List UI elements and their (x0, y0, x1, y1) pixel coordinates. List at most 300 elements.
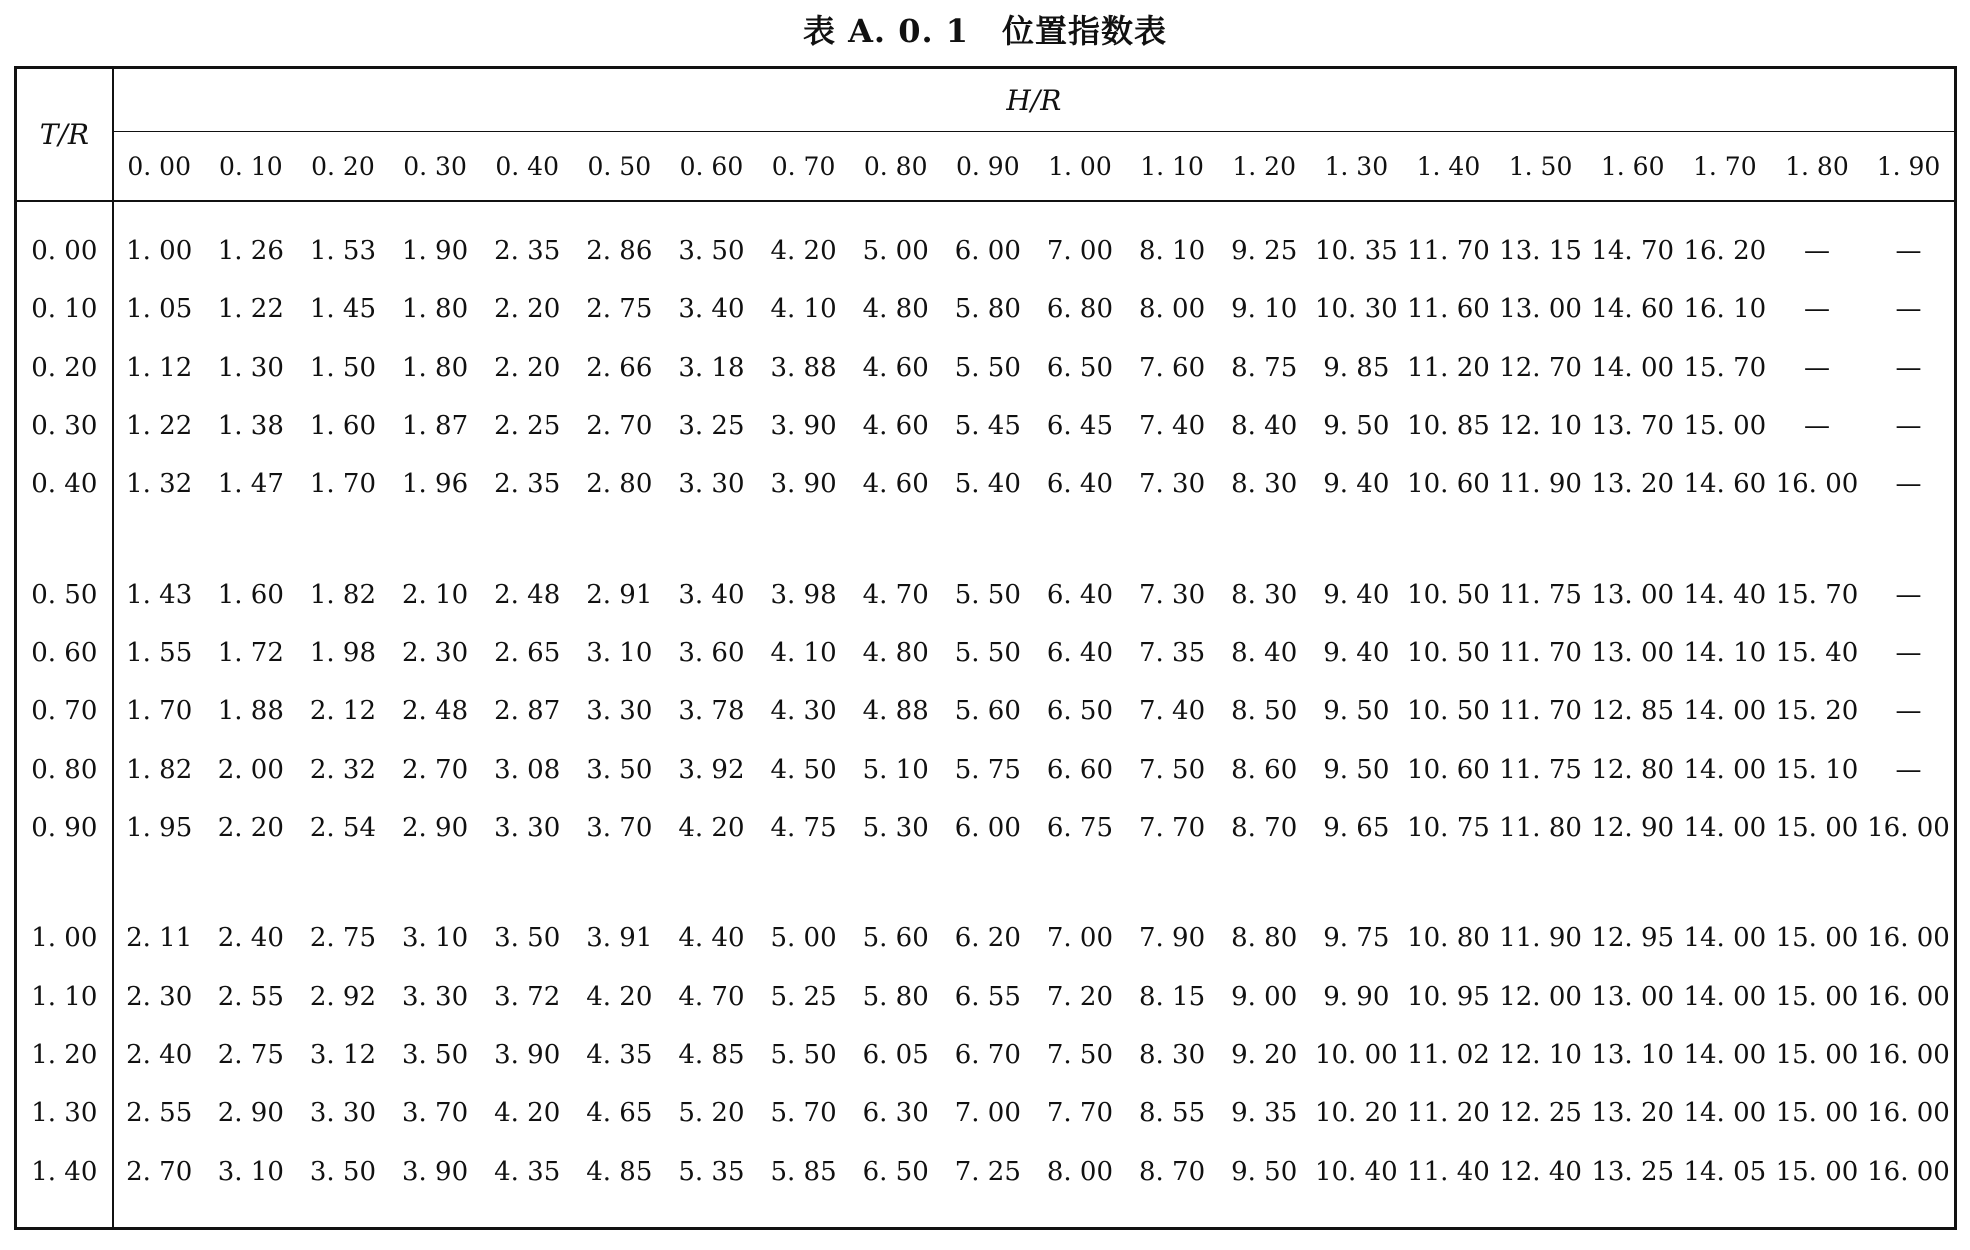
spacer-label-cell (16, 514, 113, 540)
table-cell: 9. 35 (1231, 1098, 1298, 1129)
table-cell: 8. 10 (1138, 236, 1206, 267)
table-cell: 4. 40 (678, 923, 745, 954)
table-cell: 8. 75 (1231, 352, 1298, 383)
table-cell: 2. 90 (217, 1098, 284, 1129)
table-cell: 7. 40 (1138, 696, 1206, 727)
table-cell: 7. 40 (1138, 411, 1206, 442)
table-cell: 4. 75 (770, 813, 837, 844)
table-cell: 9. 00 (1231, 981, 1298, 1012)
table-cell: 3. 50 (586, 754, 653, 785)
table-cell: 1. 12 (126, 352, 193, 383)
table-cell: 12. 00 (1499, 981, 1582, 1012)
table-cell: 3. 92 (678, 754, 745, 785)
table-cell: 3. 88 (770, 352, 837, 383)
table-cell: 4. 60 (862, 352, 929, 383)
table-cell: 4. 80 (862, 294, 929, 325)
table-cell: 13. 70 (1591, 411, 1675, 442)
table-cell: 1. 82 (126, 754, 193, 785)
table-cell: 14. 00 (1683, 754, 1767, 785)
row-label: 0. 20 (16, 339, 113, 397)
table-cell: 2. 55 (126, 1098, 193, 1129)
table-cell: 2. 80 (586, 469, 653, 500)
table-cell: 2. 70 (126, 1156, 193, 1187)
table-cell: 9. 75 (1323, 923, 1390, 954)
table-cell: 3. 10 (401, 923, 469, 954)
table-cell: 11. 40 (1407, 1156, 1490, 1187)
table-cell: 14. 00 (1683, 981, 1767, 1012)
table-header (16, 68, 1956, 202)
table-cell: 10. 95 (1407, 981, 1490, 1012)
table-cell: 16. 00 (1867, 923, 1950, 954)
column-group-header-hr: H/R (113, 68, 1956, 132)
table-cell: 6. 70 (954, 1040, 1021, 1071)
table-cell: 8. 00 (1138, 294, 1206, 325)
table-cell: 5. 75 (954, 754, 1021, 785)
table-cell: 14. 00 (1683, 923, 1767, 954)
table-cell: 12. 85 (1591, 696, 1675, 727)
row-label: 0. 50 (16, 566, 113, 624)
row-label: 0. 90 (16, 799, 113, 857)
table-cell: 5. 35 (678, 1156, 745, 1187)
table-cell: 9. 10 (1231, 294, 1298, 325)
table-cell: 2. 87 (494, 696, 561, 727)
table-cell: — (1895, 579, 1922, 610)
table-cell: 1. 72 (217, 638, 284, 669)
table-cell: 12. 80 (1591, 754, 1675, 785)
table-cell: 1. 00 (126, 236, 193, 267)
table-cell: 11. 90 (1499, 469, 1582, 500)
table-cell: 3. 25 (678, 411, 745, 442)
table-cell: 8. 70 (1138, 1156, 1206, 1187)
spacer-cell (113, 201, 1956, 222)
table-cell: 16. 20 (1683, 236, 1767, 267)
table-cell: 9. 50 (1323, 411, 1390, 442)
table-cell: 15. 00 (1775, 923, 1859, 954)
table-cell: 6. 60 (1046, 754, 1114, 785)
table-cell: 2. 10 (401, 579, 469, 610)
table-cell: 2. 54 (309, 813, 377, 844)
table-cell: 1. 22 (126, 411, 193, 442)
table-cell: 14. 00 (1683, 1040, 1767, 1071)
row-label: 1. 40 (16, 1143, 113, 1201)
table-cell: 3. 30 (494, 813, 561, 844)
table-cell: 1. 26 (217, 236, 284, 267)
table-cell: 10. 75 (1407, 813, 1490, 844)
table-cell: 8. 70 (1231, 813, 1298, 844)
table-cell: 3. 90 (770, 469, 837, 500)
table-cell: 15. 20 (1775, 696, 1859, 727)
table-cell: 5. 70 (770, 1098, 837, 1129)
table-cell: 6. 30 (862, 1098, 929, 1129)
table-cell: 4. 70 (862, 579, 929, 610)
table-cell: — (1895, 294, 1922, 325)
table-cell: 1. 43 (126, 579, 193, 610)
table-cell: 3. 50 (401, 1040, 469, 1071)
table-cell: 9. 20 (1231, 1040, 1298, 1071)
row-label: 1. 00 (16, 909, 113, 967)
table-cell: 3. 08 (494, 754, 561, 785)
table-cell: 14. 00 (1683, 1098, 1767, 1129)
table-cell: 4. 10 (770, 638, 837, 669)
table-cell: 7. 70 (1046, 1098, 1114, 1129)
table-cell: 1. 88 (217, 696, 284, 727)
table-cell: 3. 30 (309, 1098, 377, 1129)
table-cell: 16. 00 (1775, 469, 1859, 500)
table-cell: 12. 90 (1591, 813, 1675, 844)
table-cell: 5. 25 (770, 981, 837, 1012)
table-cell: 1. 90 (401, 236, 469, 267)
table-cell: 4. 85 (586, 1156, 653, 1187)
table-title: 表 A. 0. 1 位置指数表 (802, 12, 1168, 50)
table-cell: 5. 60 (862, 923, 929, 954)
table-cell: 16. 10 (1683, 294, 1767, 325)
table-cell: 1. 98 (309, 638, 377, 669)
table-cell: 15. 00 (1775, 813, 1859, 844)
table-row (16, 741, 1956, 799)
table-cell: 5. 50 (770, 1040, 837, 1071)
table-cell: 2. 70 (401, 754, 469, 785)
table-cell: 11. 75 (1499, 754, 1582, 785)
table-cell: 2. 92 (309, 981, 377, 1012)
table-cell: 16. 00 (1867, 813, 1950, 844)
position-index-table (14, 66, 1957, 1230)
table-cell: 13. 20 (1591, 1098, 1675, 1129)
table-row (16, 397, 1956, 455)
table-cell: 8. 30 (1231, 579, 1298, 610)
table-cell: 13. 00 (1499, 294, 1582, 325)
table-cell: 2. 48 (401, 696, 469, 727)
table-cell: 11. 60 (1407, 294, 1490, 325)
column-header: 1. 10 (1126, 132, 1218, 202)
spacer-cell (113, 1201, 1956, 1229)
table-cell: 7. 70 (1138, 813, 1206, 844)
table-cell: 1. 95 (126, 813, 193, 844)
table-cell: 4. 30 (770, 696, 837, 727)
row-label: 1. 20 (16, 1026, 113, 1084)
table-row (16, 682, 1956, 740)
table-cell: 3. 78 (678, 696, 745, 727)
table-cell: 12. 25 (1499, 1098, 1582, 1129)
table-cell: 14. 00 (1683, 813, 1767, 844)
table-cell: 7. 00 (1046, 923, 1114, 954)
table-cell: 4. 50 (770, 754, 837, 785)
row-label: 0. 30 (16, 397, 113, 455)
table-cell: 13. 00 (1591, 579, 1675, 610)
table-cell: 5. 50 (954, 352, 1021, 383)
column-header: 0. 30 (389, 132, 481, 202)
table-cell: 15. 00 (1775, 1156, 1859, 1187)
table-cell: 3. 70 (401, 1098, 469, 1129)
table-cell: 14. 00 (1591, 352, 1675, 383)
group-spacer (16, 857, 1956, 883)
table-cell: 16. 00 (1867, 981, 1950, 1012)
table-cell: 3. 30 (401, 981, 469, 1012)
header-row-group (16, 68, 1956, 132)
table-cell: 2. 11 (126, 923, 193, 954)
table-cell: — (1895, 469, 1922, 500)
table-cell: 6. 50 (1046, 352, 1114, 383)
table-cell: 11. 70 (1407, 236, 1490, 267)
table-cell: 7. 30 (1138, 579, 1206, 610)
table-cell: 1. 53 (309, 236, 377, 267)
table-cell: 2. 75 (309, 923, 377, 954)
table-cell: 14. 60 (1591, 294, 1675, 325)
table-cell: 10. 40 (1314, 1156, 1398, 1187)
table-cell: — (1895, 638, 1922, 669)
row-label: 0. 00 (16, 222, 113, 280)
table-cell: 2. 48 (494, 579, 561, 610)
table-cell: 4. 35 (494, 1156, 561, 1187)
table-cell: 11. 70 (1499, 638, 1582, 669)
spacer-label-cell (16, 883, 113, 909)
spacer-label-cell (16, 201, 113, 222)
table-cell: 14. 40 (1683, 579, 1767, 610)
table-row (16, 968, 1956, 1026)
table-cell: 16. 00 (1867, 1098, 1950, 1129)
column-header: 1. 80 (1771, 132, 1863, 202)
table-cell: 10. 50 (1407, 579, 1490, 610)
table-row (16, 1084, 1956, 1142)
table-cell: 15. 40 (1775, 638, 1859, 669)
table-cell: 3. 30 (678, 469, 745, 500)
table-cell: 2. 91 (586, 579, 653, 610)
table-cell: — (1803, 411, 1830, 442)
table-cell: 2. 20 (494, 294, 561, 325)
column-header: 0. 10 (205, 132, 297, 202)
table-cell: 3. 10 (586, 638, 653, 669)
table-cell: 5. 50 (954, 579, 1021, 610)
spacer-cell (113, 540, 1956, 566)
table-cell: 12. 10 (1499, 1040, 1582, 1071)
table-cell: 9. 40 (1323, 579, 1390, 610)
column-header: 0. 70 (758, 132, 850, 202)
table-cell: 3. 98 (770, 579, 837, 610)
table-row (16, 624, 1956, 682)
table-cell: 6. 00 (954, 813, 1021, 844)
table-cell: 7. 90 (1138, 923, 1206, 954)
table-cell: 12. 70 (1499, 352, 1582, 383)
table-cell: 2. 55 (217, 981, 284, 1012)
spacer-label-cell (16, 857, 113, 883)
table-cell: 1. 55 (126, 638, 193, 669)
table-cell: 5. 00 (770, 923, 837, 954)
table-cell: 6. 45 (1046, 411, 1114, 442)
table-cell: 11. 02 (1407, 1040, 1490, 1071)
table-cell: 10. 50 (1407, 638, 1490, 669)
table-cell: 13. 00 (1591, 981, 1675, 1012)
table-cell: 3. 91 (586, 923, 653, 954)
table-cell: 8. 55 (1138, 1098, 1206, 1129)
table-cell: 6. 55 (954, 981, 1021, 1012)
table-cell: 5. 60 (954, 696, 1021, 727)
table-cell: 1. 38 (217, 411, 284, 442)
table-cell: 10. 00 (1314, 1040, 1398, 1071)
table-cell: 10. 80 (1407, 923, 1490, 954)
table-cell: 6. 40 (1046, 469, 1114, 500)
table-cell: 7. 00 (954, 1098, 1021, 1129)
table-cell: 3. 30 (586, 696, 653, 727)
table-cell: 2. 32 (309, 754, 377, 785)
table-cell: 11. 80 (1499, 813, 1582, 844)
table-cell: 1. 96 (401, 469, 469, 500)
spacer-label-cell (16, 540, 113, 566)
column-header: 1. 40 (1402, 132, 1494, 202)
column-header: 0. 50 (573, 132, 665, 202)
table-cell: 9. 25 (1231, 236, 1298, 267)
table-cell: 10. 35 (1314, 236, 1398, 267)
table-cell: 2. 40 (217, 923, 284, 954)
table-cell: 1. 70 (126, 696, 193, 727)
group-spacer (16, 201, 1956, 222)
table-cell: 4. 88 (862, 696, 929, 727)
table-cell: 4. 80 (862, 638, 929, 669)
table-cell: 11. 75 (1499, 579, 1582, 610)
table-cell: 15. 00 (1775, 981, 1859, 1012)
table-cell: 11. 90 (1499, 923, 1582, 954)
table-cell: 2. 35 (494, 469, 561, 500)
spacer-cell (113, 857, 1956, 883)
table-cell: 7. 25 (954, 1156, 1021, 1187)
column-header: 1. 90 (1863, 132, 1956, 202)
table-cell: 5. 00 (862, 236, 929, 267)
table-row (16, 909, 1956, 967)
table-cell: 6. 20 (954, 923, 1021, 954)
table-cell: 13. 25 (1591, 1156, 1675, 1187)
table-cell: 2. 20 (217, 813, 284, 844)
table-cell: 14. 00 (1683, 696, 1767, 727)
table-cell: 6. 50 (1046, 696, 1114, 727)
table-cell: 9. 65 (1323, 813, 1390, 844)
column-header: 0. 00 (113, 132, 205, 202)
table-cell: 3. 50 (678, 236, 745, 267)
table-cell: 1. 05 (126, 294, 193, 325)
table-cell: 3. 10 (217, 1156, 284, 1187)
table-cell: — (1803, 352, 1830, 383)
table-cell: 7. 50 (1138, 754, 1206, 785)
table-cell: — (1895, 696, 1922, 727)
table-row (16, 339, 1956, 397)
row-label: 0. 40 (16, 455, 113, 513)
table-cell: 11. 70 (1499, 696, 1582, 727)
table-cell: 5. 10 (862, 754, 929, 785)
group-spacer (16, 1201, 1956, 1229)
table-cell: 6. 50 (862, 1156, 929, 1187)
table-cell: 10. 60 (1407, 469, 1490, 500)
table-row (16, 455, 1956, 513)
row-label: 1. 10 (16, 968, 113, 1026)
table-cell: 8. 60 (1231, 754, 1298, 785)
table-cell: 4. 20 (770, 236, 837, 267)
column-header: 1. 60 (1587, 132, 1679, 202)
table-cell: 4. 85 (678, 1040, 745, 1071)
table-cell: 14. 70 (1591, 236, 1675, 267)
column-header: 0. 90 (942, 132, 1034, 202)
table-cell: 1. 87 (401, 411, 469, 442)
table-cell: 12. 40 (1499, 1156, 1582, 1187)
table-cell: 7. 50 (1046, 1040, 1114, 1071)
row-label: 0. 80 (16, 741, 113, 799)
table-cell: 5. 40 (954, 469, 1021, 500)
table-cell: 7. 30 (1138, 469, 1206, 500)
table-cell: 4. 65 (586, 1098, 653, 1129)
table-cell: 3. 50 (309, 1156, 377, 1187)
table-cell: 14. 60 (1683, 469, 1767, 500)
table-cell: — (1895, 236, 1922, 267)
table-cell: — (1895, 352, 1922, 383)
table-cell: 15. 70 (1775, 579, 1859, 610)
table-cell: 2. 70 (586, 411, 653, 442)
table-cell: 5. 45 (954, 411, 1021, 442)
table-cell: 10. 60 (1407, 754, 1490, 785)
spacer-label-cell (16, 1201, 113, 1229)
table-cell: 5. 80 (954, 294, 1021, 325)
table-cell: 10. 20 (1314, 1098, 1398, 1129)
row-header-tr: T/R (16, 68, 113, 202)
table-cell: 2. 20 (494, 352, 561, 383)
table-cell: 13. 20 (1591, 469, 1675, 500)
table-cell: 1. 32 (126, 469, 193, 500)
table-cell: 14. 10 (1683, 638, 1767, 669)
table-cell: — (1803, 294, 1830, 325)
table-cell: 2. 66 (586, 352, 653, 383)
column-header: 1. 70 (1679, 132, 1771, 202)
spacer-cell (113, 514, 1956, 540)
row-label: 0. 10 (16, 280, 113, 338)
table-cell: 2. 00 (217, 754, 284, 785)
table-cell: 16. 00 (1867, 1040, 1950, 1071)
table-cell: 9. 40 (1323, 469, 1390, 500)
table-cell: 4. 70 (678, 981, 745, 1012)
table-cell: 8. 50 (1231, 696, 1298, 727)
spacer-cell (113, 883, 1956, 909)
table-cell: 15. 70 (1683, 352, 1767, 383)
table-cell: 3. 40 (678, 579, 745, 610)
table-cell: 1. 80 (401, 352, 469, 383)
column-header: 0. 80 (850, 132, 942, 202)
table-cell: 9. 90 (1323, 981, 1390, 1012)
table-cell: 6. 80 (1046, 294, 1114, 325)
table-row (16, 1143, 1956, 1201)
table-cell: 8. 30 (1231, 469, 1298, 500)
table-cell: 3. 90 (401, 1156, 469, 1187)
table-cell: 5. 85 (770, 1156, 837, 1187)
table-cell: 7. 60 (1138, 352, 1206, 383)
table-cell: 5. 30 (862, 813, 929, 844)
table-cell: 7. 00 (1046, 236, 1114, 267)
table-cell: 7. 20 (1046, 981, 1114, 1012)
column-header: 0. 60 (665, 132, 757, 202)
table-cell: 3. 90 (494, 1040, 561, 1071)
table-cell: 8. 30 (1138, 1040, 1206, 1071)
table-cell: 3. 70 (586, 813, 653, 844)
table-cell: 1. 22 (217, 294, 284, 325)
table-cell: 2. 35 (494, 236, 561, 267)
group-spacer (16, 514, 1956, 540)
column-header-row (16, 132, 1956, 202)
column-header: 1. 50 (1495, 132, 1587, 202)
table-container (14, 66, 1957, 1230)
table-row (16, 222, 1956, 280)
table-cell: 1. 60 (217, 579, 284, 610)
table-row (16, 1026, 1956, 1084)
table-cell: 15. 10 (1775, 754, 1859, 785)
table-cell: 2. 65 (494, 638, 561, 669)
table-cell: 3. 60 (678, 638, 745, 669)
column-header: 1. 30 (1310, 132, 1402, 202)
table-cell: 11. 20 (1407, 1098, 1490, 1129)
table-cell: 13. 00 (1591, 638, 1675, 669)
table-cell: 1. 70 (309, 469, 377, 500)
